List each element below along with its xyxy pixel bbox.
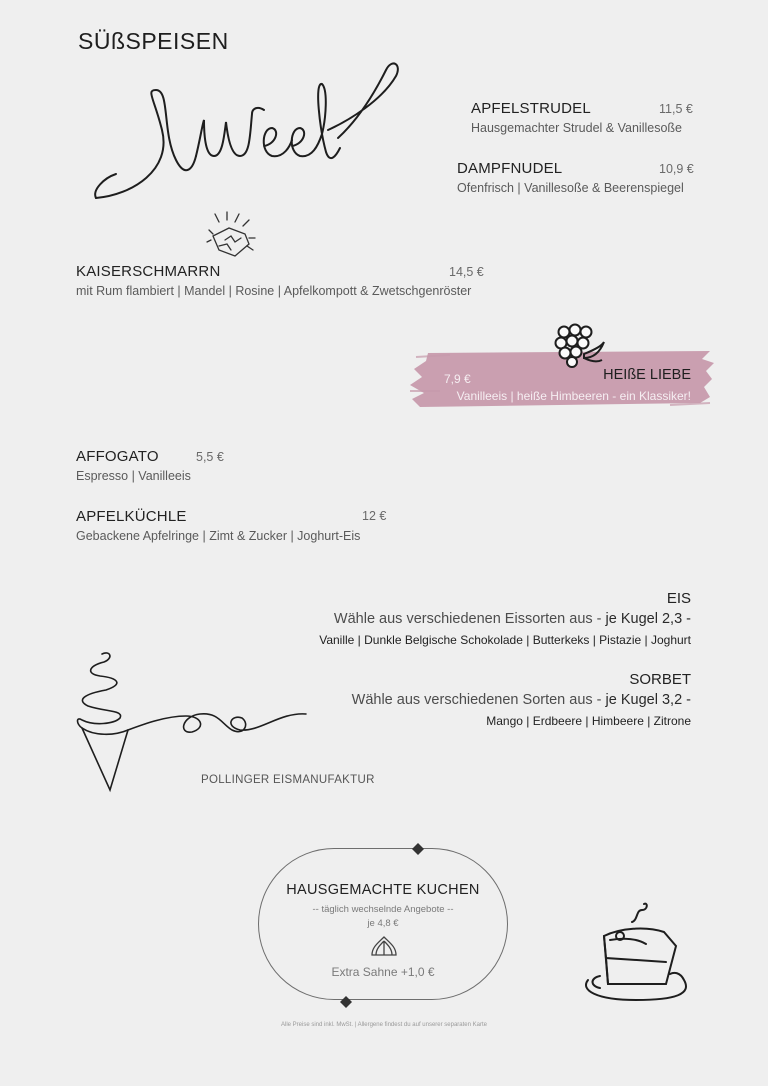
kuchen-title: HAUSGEMACHTE KUCHEN	[286, 882, 480, 898]
sorbet-sub-text: Wähle aus verschiedenen Sorten aus -	[351, 692, 606, 708]
kuchen-price: je 4,8 €	[367, 918, 399, 929]
kuchen-extra: Extra Sahne +1,0 €	[331, 965, 435, 979]
item-name-apfelkuechle: APFELKÜCHLE	[76, 508, 187, 525]
sweet-lettering-icon	[92, 60, 407, 210]
whipped-cream-icon	[370, 935, 398, 959]
highlight-price: 7,9 €	[444, 372, 471, 386]
eis-list: Vanille | Dunkle Belgische Schokolade | Butterkeks | Pistazie | Joghurt	[319, 633, 691, 647]
item-price-kaiserschmarrn: 14,5 €	[449, 265, 484, 279]
sorbet-sub-price: je Kugel 3,2 -	[605, 692, 691, 708]
highlight-desc: Vanilleeis | heiße Himbeeren - ein Klassiker!	[456, 389, 691, 403]
diamond-ornament-top-icon	[412, 843, 424, 855]
item-price-apfelkuechle: 12 €	[362, 509, 387, 523]
item-name-apfelstrudel: APFELSTRUDEL	[471, 100, 591, 117]
footer-note: Alle Preise sind inkl. MwSt. | Allergene findest du auf unserer separaten Karte	[280, 1022, 487, 1028]
diamond-ornament-bottom-icon	[340, 996, 352, 1008]
item-desc-affogato: Espresso | Vanilleeis	[76, 469, 191, 483]
item-desc-apfelkuechle: Gebackene Apfelringe | Zimt & Zucker | Joghurt-Eis	[76, 529, 361, 543]
cake-slice-icon	[580, 900, 692, 1004]
eis-sub-price: je Kugel 2,3 -	[605, 611, 691, 627]
item-price-affogato: 5,5 €	[196, 450, 224, 464]
eis-subtitle	[240, 611, 691, 627]
eis-title: EIS	[666, 590, 691, 607]
item-desc-dampfnudel: Ofenfrisch | Vanillesoße & Beerenspiegel	[457, 181, 684, 195]
item-name-affogato: AFFOGATO	[76, 448, 159, 465]
item-price-dampfnudel: 10,9 €	[659, 162, 694, 176]
item-desc-apfelstrudel: Hausgemachter Strudel & Vanillesoße	[471, 121, 682, 135]
raspberry-icon	[554, 322, 606, 370]
sorbet-title: SORBET	[629, 671, 691, 688]
sorbet-list: Mango | Erdbeere | Himbeere | Zitrone	[486, 714, 691, 728]
page-title: SÜßSPEISEN	[78, 28, 229, 54]
item-name-dampfnudel: DAMPFNUDEL	[457, 160, 563, 177]
item-name-kaiserschmarrn: KAISERSCHMARRN	[76, 263, 221, 280]
kuchen-note: -- täglich wechselnde Angebote --	[312, 904, 454, 915]
manufaktur-label: POLLINGER EISMANUFAKTUR	[201, 774, 375, 786]
item-price-apfelstrudel: 11,5 €	[659, 102, 693, 116]
eis-sub-text: Wähle aus verschiedenen Eissorten aus -	[333, 611, 606, 627]
kaiserschmarrn-icon	[205, 210, 263, 264]
highlight-name: HEIßE LIEBE	[603, 367, 691, 383]
item-desc-kaiserschmarrn: mit Rum flambiert | Mandel | Rosine | Apfelkompott & Zwetschgenröster	[76, 284, 472, 298]
